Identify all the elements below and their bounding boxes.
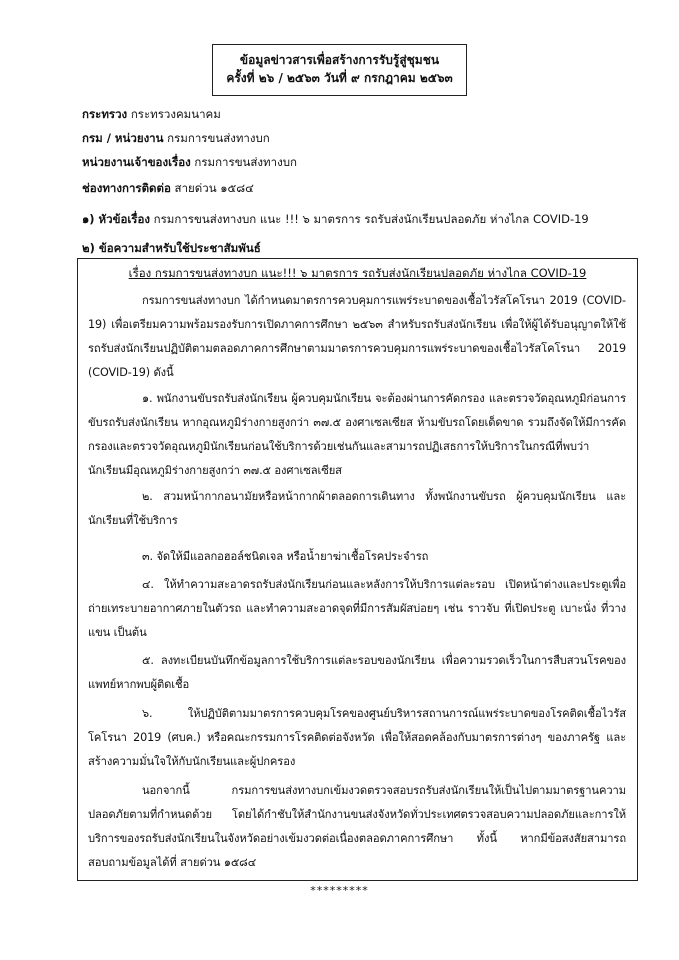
measure-3 bbox=[88, 545, 626, 569]
paragraph-closing-text: นอกจากนี้ กรมการขนส่งทางบกเข้มงวดตรวจสอบรถรับส่งนักเรียนให้เป็นไปตามมาตรฐานความปลอดภัยตามที่กำหนดด้วย โดยได้กำชับให้สำนักงานขนส่งจังหวัดทั่วประเทศตรวจสอบความปลอดภัยและการให้บริการของรถรับส่งนักเรียนในจังหวัดอย่างเข้มงวดต่อเนื่องตลอดภาคการศึกษา ทั้งนี้ หากมีข้อสงสัยสามารถสอบถามข้อมูลได้ที่ สายด่วน ๑๕๘๔ bbox=[88, 784, 626, 869]
meta-contact-label: ช่องทางการติดต่อ bbox=[82, 181, 171, 195]
section-1-label: ๑) หัวข้อเรื่อง bbox=[82, 212, 150, 226]
header-box bbox=[212, 44, 467, 96]
measure-6 bbox=[88, 702, 626, 774]
measure-3-text: ๓. จัดให้มีแอลกอฮอล์ชนิดเจล หรือน้ำยาฆ่าเชื้อโรคประจำรถ bbox=[142, 550, 429, 563]
meta-owner bbox=[82, 154, 297, 170]
meta-department bbox=[82, 130, 270, 146]
section-1-topic bbox=[82, 211, 589, 227]
meta-ministry-label: กระทรวง bbox=[82, 107, 128, 121]
measure-4 bbox=[88, 573, 626, 645]
measure-1-text: ๑. พนักงานขับรถรับส่งนักเรียน ผู้ควบคุมนักเรียน จะต้องผ่านการคัดกรอง และตรวจวัดอุณหภูมิก่อนการขับรถรับส่งนักเรียน หากอุณหภูมิร่างกายสูงกว่า ๓๗.๕ องศาเซลเซียส ห้ามขับรถโดยเด็ดขาด รวมถึงจัดให้มีการคัดกรองและตรวจวัดอุณหภูมินักเรียนก่อนใช้บริการด้วยเช่นกันและสามารถปฏิเสธการให้บริการในกรณีที่พบว่านักเรียนมีอุณหภูมิร่างกายสูงกว่า ๓๗.๕ องศาเซลเซียส bbox=[88, 392, 626, 477]
meta-ministry-value: กระทรวงคมนาคม bbox=[130, 107, 221, 121]
paragraph-intro-text: กรมการขนส่งทางบก ได้กำหนดมาตรการควบคุมการแพร่ระบาดของเชื้อไวรัสโคโรนา 2019 (COVID-19) เพื่อเตรียมความพร้อมรองรับการเปิดภาคการศึกษา ๒๕๖๓ สำหรับรถรับส่งนักเรียน เพื่อให้ผู้ได้รับอนุญาตให้ใช้รถรับส่งนักเรียนปฏิบัติตามตลอดภาคการศึกษาตามมาตรการควบคุมการแพร่ระบาดของเชื้อไวรัสโคโรนา 2019 (COVID-19) ดังนี้ bbox=[88, 294, 626, 379]
measure-5-text: ๕. ลงทะเบียนบันทึกข้อมูลการใช้บริการแต่ละรอบของนักเรียน เพื่อความรวดเร็วในการสืบสวนโรคของแพทย์หากพบผู้ติดเชื้อ bbox=[88, 654, 626, 691]
section-2-label: ๒) ข้อความสำหรับใช้ประชาสัมพันธ์ bbox=[82, 241, 261, 255]
header-subtitle: ครั้งที่ ๒๖ / ๒๕๖๓ วันที่ ๙ กรกฎาคม ๒๕๖๓ bbox=[226, 71, 453, 85]
footer-separator: ********* bbox=[310, 884, 369, 897]
meta-department-label: กรม / หน่วยงาน bbox=[82, 131, 164, 145]
measure-4-text: ๔. ให้ทำความสะอาดรถรับส่งนักเรียนก่อนและหลังการให้บริการแต่ละรอบ เปิดหน้าต่างและประตูเพื่อถ่ายเทระบายอากาศภายในตัวรถ และทำความสะอาดจุดที่มีการสัมผัสบ่อยๆ เช่น ราวจับ ที่เปิดประตู เบาะนั่ง ที่วางแขน เป็นต้น bbox=[88, 578, 626, 639]
section-1-value: กรมการขนส่งทางบก แนะ !!! ๖ มาตรการ รถรับส่งนักเรียนปลอดภัย ห่างไกล COVID-19 bbox=[153, 212, 589, 226]
section-2-heading bbox=[82, 240, 261, 256]
meta-contact-value: สายด่วน ๑๕๘๔ bbox=[174, 181, 254, 195]
measure-2 bbox=[88, 485, 626, 533]
paragraph-closing bbox=[88, 779, 626, 875]
measure-5 bbox=[88, 649, 626, 697]
meta-contact bbox=[82, 180, 254, 196]
measure-6-text: ๖. ให้ปฏิบัติตามมาตรการควบคุมโรคของศูนย์บริหารสถานการณ์แพร่ระบาดของโรคติดเชื้อไวรัสโคโรนา 2019 (ศบค.) หรือคณะกรรมการโรคติดต่อจังหวัด เพื่อให้สอดคล้องกับมาตรการต่างๆ ของภาครัฐ และสร้างความมั่นใจให้กับนักเรียนและผู้ปกครอง bbox=[88, 707, 626, 768]
box-title: เรื่อง กรมการขนส่งทางบก แนะ!!! ๖ มาตรการ รถรับส่งนักเรียนปลอดภัย ห่างไกล COVID-19 bbox=[128, 266, 587, 280]
meta-ministry bbox=[82, 106, 221, 122]
paragraph-intro bbox=[88, 289, 626, 385]
meta-department-value: กรมการขนส่งทางบก bbox=[167, 131, 270, 145]
meta-owner-value: กรมการขนส่งทางบก bbox=[194, 155, 297, 169]
measure-2-text: ๒. สวมหน้ากากอนามัยหรือหน้ากากผ้าตลอดการเดินทาง ทั้งพนักงานขับรถ ผู้ควบคุมนักเรียน และนักเรียนที่ใช้บริการ bbox=[88, 490, 626, 527]
header-title: ข้อมูลข่าวสารเพื่อสร้างการรับรู้สู่ชุมชน bbox=[239, 53, 440, 67]
meta-owner-label: หน่วยงานเจ้าของเรื่อง bbox=[82, 155, 191, 169]
measure-1 bbox=[88, 387, 626, 483]
pr-message-box bbox=[77, 258, 638, 881]
